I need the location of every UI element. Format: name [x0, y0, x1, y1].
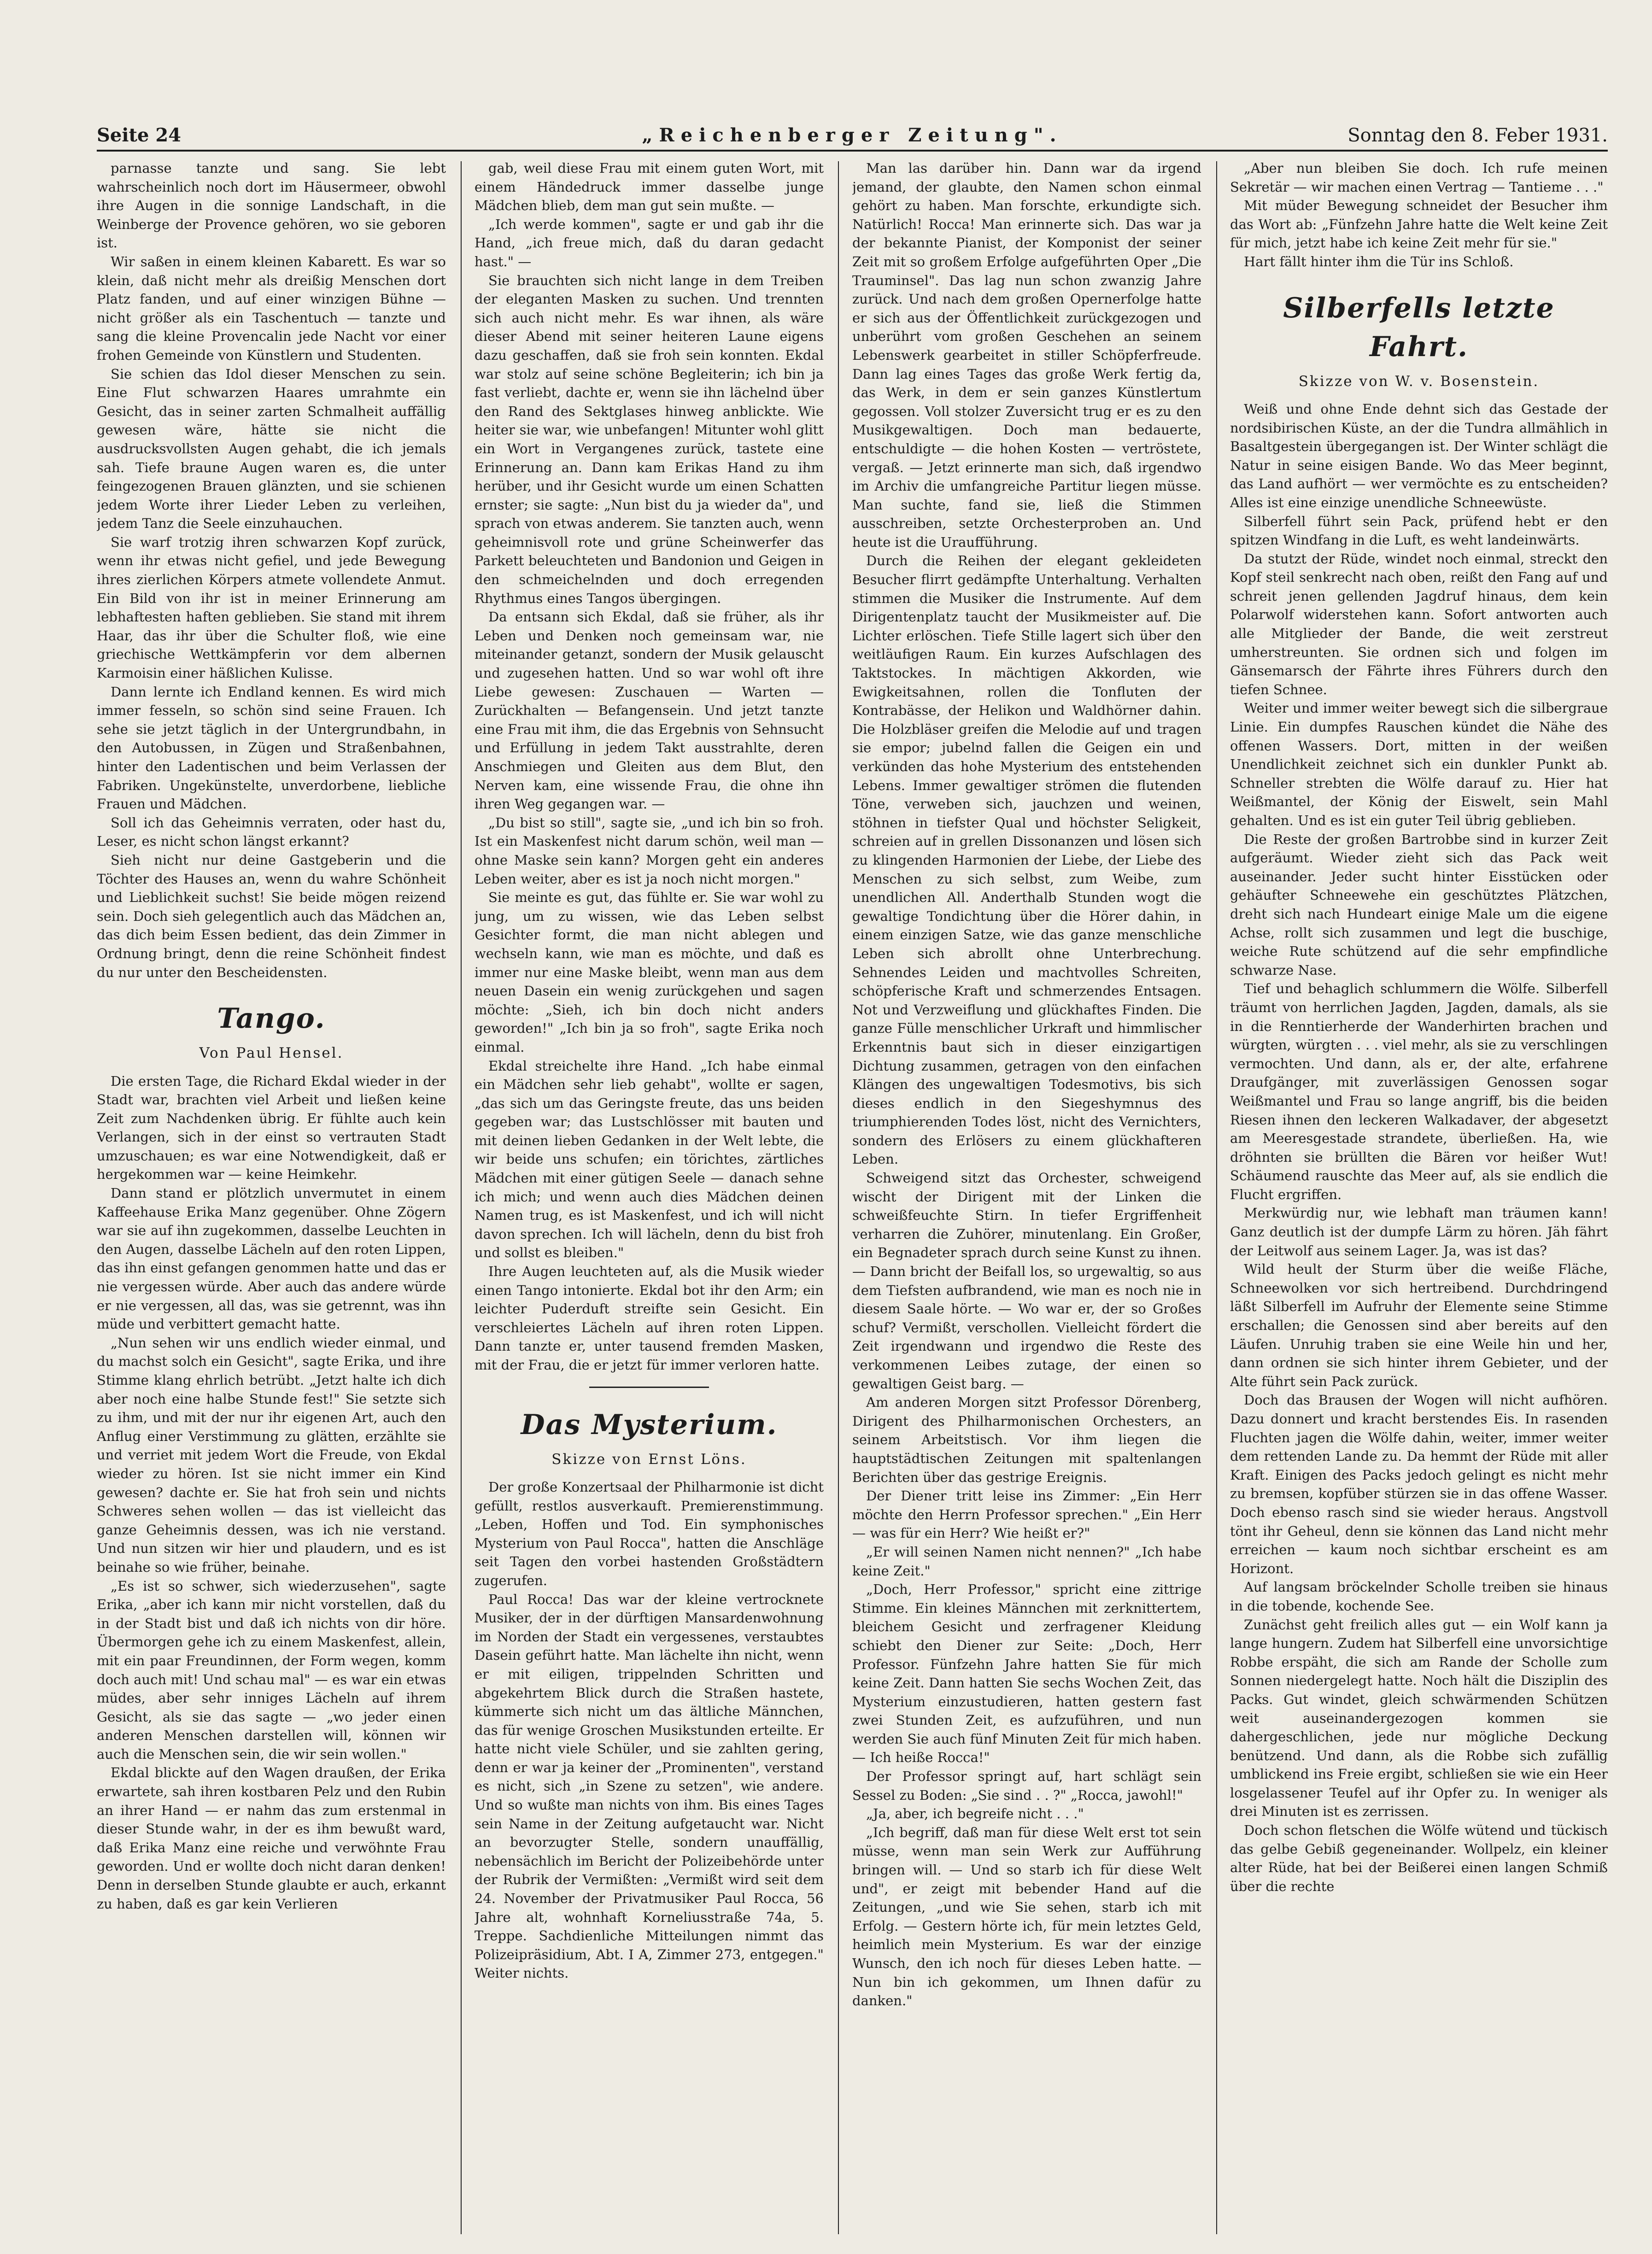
article-heading: Das Mysterium. — [521, 1408, 778, 1441]
paragraph: Wild heult der Sturm über die weiße Fläche, Schneewolken vor sich hertreibend. Durchdringend läßt Silberfell im Aufruhr der Elemente seine Stimme erschallen; die Genossen sind aber bereits auf den Läufen. Unruhig traben sie eine Weile hin und her, dann ordnen sie sich hinter ihrem Gebieter, und der Alte führt sein Pack zurück. — [1230, 1261, 1608, 1389]
article-separator — [589, 1387, 709, 1388]
column-4 — [1230, 159, 1608, 2241]
paragraph: gab, weil diese Frau mit einem guten Wort, mit einem Händedruck immer dasselbe junge Mädchen blieb, dem man gut sein mußte. — — [475, 160, 824, 214]
paragraph: Soll ich das Geheimnis verraten, oder hast du, Leser, es nicht schon längst erkannt? — [97, 814, 446, 849]
page-header — [97, 117, 1608, 152]
paragraph: Dann stand er plötzlich unvermutet in einem Kaffeehause Erika Manz gegenüber. Ohne Zögern war sie auf ihn zugekommen, dasselbe Leuchten in den Augen, dasselbe Lächeln auf den roten Lippen, das ihn einst gefangen genommen hatte und das er nie vergessen würde. Aber auch das andere würde er nie vergessen, all das, was sie getrennt, was ihn müde und verbittert gemacht hatte. — [97, 1185, 446, 1332]
paragraph: „Ich begriff, daß man für diese Welt erst tot sein müsse, wenn man sein Werk zur Aufführung bringen will. — Und so starb ich für diese Welt und", er zeigt mit bebender Hand auf die Zeitungen, „und wie Sie sehen, starb ich mit Erfolg. — Gestern hörte ich, für mein letztes Geld, heimlich mein Mysterium. Es war der einzige Wunsch, den ich noch für dieses Leben hatte. — Nun bin ich gekommen, um Ihnen dafür zu danken." — [852, 1824, 1201, 2009]
paragraph: Doch das Brausen der Wogen will nicht aufhören. Dazu donnert und kracht berstendes Eis. In rasenden Fluchten jagen die Wölfe dahin, weiter, immer weiter dem rettenden Lande zu. Da hemmt der Rüde mit aller Kraft. Einigen des Packs jedoch gelingt es nicht mehr zu bremsen, kopfüber stürzen sie in das offene Wasser. Doch ebenso rasch sind sie wieder heraus. Angstvoll tönt ihr Geheul, denn sie können das Land nicht mehr erreichen — kaum noch sichtbar erscheint es am Horizont. — [1230, 1392, 1608, 1576]
paragraph: Tief und behaglich schlummern die Wölfe. Silberfell träumt von herrlichen Jagden, Jagden, damals, als sie in die Renntierherde der Wanderhirten brachen und würgten, würgten . . . viel mehr, als sie zu verschlingen vermochten. Und dann, als er, der alte, erfahrene Draufgänger, mit zuverlässigen Genossen sogar Weißmantel und Frau so lange angriff, bis die beiden Riesen ihnen den leckeren Walkadaver, der abgesetzt am Meeresgestade strandete, überließen. Ha, wie dröhnten sie brüllten die Bären vor heißer Wut! Schäumend rauschte das Meer auf, als sie endlich die Flucht ergriffen. — [1230, 981, 1608, 1202]
issue-date: Sonntag den 8. Feber 1931. — [1347, 125, 1608, 146]
paragraph: Da stutzt der Rüde, windet noch einmal, streckt den Kopf steil senkrecht nach oben, reißt den Fang auf und schreit jenen gellenden Jagdruf hinaus, dem kein Polarwolf widerstehen kann. Sofort antworten auch alle Mitglieder der Bande, die weit zerstreut umherstreunten. Sie ordnen sich und folgen im Gänsemarsch der Fährte ihres Führers durch den tiefen Schnee. — [1230, 550, 1608, 697]
paragraph: Die ersten Tage, die Richard Ekdal wieder in der Stadt war, brachten viel Arbeit und ließen keine Zeit zum Nachdenken übrig. Er fühlte auch kein Verlangen, sich in der einst so vertrauten Stadt umzuschauen; es war eine Notwendigkeit, daß er hergekommen war — keine Heimkehr. — [97, 1073, 446, 1183]
page-number: Seite 24 — [97, 124, 182, 146]
paragraph: Schweigend sitzt das Orchester, schweigend wischt der Dirigent mit der Linken die schweißfeuchte Stirn. In tiefer Ergriffenheit verharren die Zuhörer, minutenlang. Ein Großer, ein Begnadeter sprach durch seine Kunst zu ihnen. — Dann bricht der Beifall los, so urgewaltig, so aus dem Tiefsten aufbrandend, wie man es noch nie in diesem Saale hörte. — Wo war er, der so Großes schuf? Vermißt, verschollen. Vielleicht fördert die Zeit irgendwann und irgendwo die Reste des verkommenen Leibes zutage, der einen so gewaltigen Geist barg. — — [852, 1170, 1201, 1392]
paragraph: Weiter und immer weiter bewegt sich die silbergraue Linie. Ein dumpfes Rauschen kündet die Nähe des offenen Wassers. Dort, mitten in der weißen Unendlichkeit zeichnet sich ein dunkler Punkt ab. Schneller strebten die Wölfe darauf zu. Hier hat Weißmantel, der König der Eiswelt, sein Mahl gehalten. Und es ist ein guter Teil übrig geblieben. — [1230, 700, 1608, 829]
paragraph: Silberfell führt sein Pack, prüfend hebt er den spitzen Windfang in die Luft, es weht landeinwärts. — [1230, 513, 1608, 548]
paragraph: Weiß und ohne Ende dehnt sich das Gestade der nordsibirischen Küste, an der die Tundra allmählich in Basaltgestein übergegangen ist. Der Winter schlägt die Natur in seine eisigen Bande. Wo das Meer beginnt, das Land aufhört — wer vermöchte es zu entscheiden? Alles ist eine einzige unendliche Schneewüste. — [1230, 401, 1608, 510]
paragraph: Am anderen Morgen sitzt Professor Dörenberg, Dirigent des Philharmonischen Orchesters, an seinem Arbeitstisch. Vor ihm liegen die hauptstädtischen Zeitungen mit spaltenlangen Berichten über das gestrige Ereignis. — [852, 1394, 1201, 1485]
paragraph: Durch die Reihen der elegant gekleideten Besucher flirrt gedämpfte Unterhaltung. Verhalten stimmen die Musiker die Instrumente. Auf dem Dirigentenplatz taucht der Musikmeister auf. Die Lichter erlöschen. Tiefe Stille lagert sich über den weitläufigen Raum. Ein kurzes Aufschlagen des Taktstockes. In mächtigen Akkorden, wie Ewigkeitsahnen, rollen die Tonfluten der Kontrabässe, der Helikon und Waldhörner dahin. Die Holzbläser greifen die Melodie auf und tragen sie empor; jubelnd fallen die Geigen ein und verkünden das hohe Mysterium des entstehenden Lebens. Immer gewaltiger strömen die flutenden Töne, verweben sich, jauchzen und weinen, stöhnen in tiefster Qual und höchster Seligkeit, schreien auf in grellen Dissonanzen und lösen sich zu klingenden Harmonien der Liebe, der Liebe des Menschen zu sich selbst, zum Weibe, zum unendlichen All. Anderthalb Stunden wogt die gewaltige Tondichtung über die Hörer dahin, in einem einzigen Satze, wie das ganze menschliche Leben sich abrollt ohne Unterbrechung. Sehnendes Leiden und machtvolles Schreiten, schöpferische Kraft und schmerzendes Entsagen. Not und Verzweiflung und glückhaftes Finden. Die ganze Fülle menschlicher Urkraft und himmlischer Erkenntnis baut sich in dieser einzigartigen Dichtung zusammen, getragen von den einfachen Klängen des ungewaltigen Todesmotivs, bis sich dieses endlich in den Siegeshymnus des triumphierenden Todes löst, nicht des Vernichters, sondern des Erlösers zu einem glückhafteren Leben. — [852, 553, 1201, 1167]
paragraph: Sieh nicht nur deine Gastgeberin und die Töchter des Hauses an, wenn du wahre Schönheit und Lieblichkeit suchst! Sie beide mögen reizend sein. Doch sieh gelegentlich auch das Mädchen an, das dich beim Essen bedient, das dein Zimmer in Ordnung bringt, denn die reine Schönheit findest du nur unter den Bescheidensten. — [97, 852, 446, 980]
paragraph: „Du bist so still", sagte sie, „und ich bin so froh. Ist ein Maskenfest nicht darum schön, weil man — ohne Maske sein kann? Morgen geht ein anderes Leben weiter, aber es ist ja noch nicht morgen." — [475, 814, 824, 887]
paragraph: Zunächst geht freilich alles gut — ein Wolf kann ja lange hungern. Zudem hat Silberfell eine unvorsichtige Robbe erspäht, die sich am Rande der Scholle zum Sonnen niedergelegt hatte. Noch hält die Disziplin des Packs. Gut windet, gleich schwärmenden Schützen weit auseinandergezogen kommen sie dahergeschlichen, jede nur mögliche Deckung benützend. Und dann, als die Robbe sich zufällig umblickend ins Freie ergibt, schließen sie wie ein Heer losgelassener Teufel auf ihr Opfer zu. In weniger als drei Minuten ist es zerrissen. — [1230, 1616, 1608, 1820]
paragraph: Der Diener tritt leise ins Zimmer: „Ein Herr möchte den Herrn Professor sprechen." „Ein Herr — was für ein Herr? Wie heißt er?" — [852, 1488, 1201, 1541]
paragraph: Ekdal streichelte ihre Hand. „Ich habe einmal ein Mädchen sehr lieb gehabt", wollte er sagen, „das sich um das Geringste freute, das uns beiden gegeben war; das Lustschlösser mit bauten und mit deinen lieben Gedanken in der Welt lebte, die wir beide uns schufen; ein törichtes, zärtliches Mädchen mit einer gütigen Seele — danach sehne ich mich; und wenn auch dies Mädchen deinen Namen trug, es ist Maskenfest, und ich will nicht davon sprechen. Ich will lächeln, denn du bist froh und sollst es bleiben." — [475, 1058, 824, 1261]
paragraph: Sie warf trotzig ihren schwarzen Kopf zurück, wenn ihr etwas nicht gefiel, und jede Bewegung ihres zierlichen Körpers atmete vollendete Anmut. Ein Bild von ihr ist in meiner Erinnerung am lebhaftesten haften geblieben. Sie stand mit ihrem Haar, das ihr über die Schulter floß, wie eine griechische Wettkämpferin vor dem albernen Karmoisin einer häßlichen Kulisse. — [97, 534, 446, 681]
paragraph: Man las darüber hin. Dann war da irgend jemand, der glaubte, den Namen schon einmal gehört zu haben. Man forschte, erkundigte sich. Natürlich! Rocca! Man erinnerte sich. Das war ja der bekannte Pianist, der Komponist der seiner Zeit mit so großem Erfolge aufgeführten Oper „Die Trauminsel". Das lag nun schon zwanzig Jahre zurück. Und nach dem großen Opernerfolge hatte er sich aus der Öffentlichkeit zurückgezogen und unberührt vom großen Geschehen an seinem Lebenswerk gearbeitet in stiller Schöpferfreude. Dann lag eines Tages das große Werk fertig da, das Werk, in dem er sein ganzes Künstlertum gegossen. Voll stolzer Zuversicht trug er es zu den Musikgewaltigen. Doch man bedauerte, entschuldigte — die hohen Kosten — vertröstete, vergaß. — Jetzt erinnerte man sich, daß irgendwo im Archiv die umfangreiche Partitur liegen müsse. Man suchte, fand sie, ließ die Stimmen ausschreiben, setzte Orchesterproben an. Und heute ist die Uraufführung. — [852, 160, 1201, 550]
paragraph: Sie meinte es gut, das fühlte er. Sie war wohl zu jung, um zu wissen, wie das Leben selbst Gesichter formt, die man nicht ablegen und wechseln kann, wie man es möchte, und daß es immer nur eine Maske bleibt, wenn man aus dem neuen Dasein ein wenig zurückgehen und sagen möchte: „Sieh, ich bin doch nicht anders geworden!" „Ich bin ja so froh", sagte Erika noch einmal. — [475, 890, 824, 1055]
column-1 — [97, 159, 446, 2241]
article-heading: Tango. — [217, 1002, 326, 1035]
article-byline: Von Paul Hensel. — [199, 1045, 344, 1062]
column-rule — [461, 161, 462, 2234]
paragraph: „Doch, Herr Professor," spricht eine zittrige Stimme. Ein kleines Männchen mit zerknittertem, bleichem Gesicht und zerfragener Kleidung schiebt den Diener zur Seite: „Doch, Herr Professor. Fünfzehn Jahre hatten Sie für mich keine Zeit. Dann hatten Sie sechs Wochen Zeit, das Mysterium einzustudieren, hatten gestern fast zwei Stunden Zeit, es aufzuführen, und nun werden Sie auch fünf Minuten Zeit für mich haben. — Ich heiße Rocca!" — [852, 1581, 1201, 1766]
paragraph: Mit müder Bewegung schneidet der Besucher ihm das Wort ab: „Fünfzehn Jahre hatte die Welt keine Zeit für mich, jetzt habe ich keine Zeit mehr für sie." — [1230, 198, 1608, 251]
paragraph: „Ja, aber, ich begreife nicht . . ." — [866, 1806, 1084, 1822]
paragraph: „Es ist so schwer, sich wiederzusehen", sagte Erika, „aber ich kann mir nicht vorstellen, daß du in der Stadt bist und daß ich nichts von dir höre. Übermorgen gehe ich zu einem Maskenfest, allein, mit ein paar Freundinnen, der Form wegen, komm doch auch mit! Und schau mal" — es war ein etwas müdes, aber sehr inniges Lächeln auf ihrem Gesicht, als sie das sagte — „wo jeder einen anderen Menschen darstellen will, können wir auch die Menschen sein, die wir sein wollen." — [97, 1578, 446, 1762]
paragraph: Merkwürdig nur, wie lebhaft man träumen kann! Ganz deutlich ist der dumpfe Lärm zu hören. Jäh fährt der Leitwolf aus seinem Lager. Ja, was ist das? — [1230, 1205, 1608, 1259]
paragraph: „Er will seinen Namen nicht nennen?" „Ich habe keine Zeit." — [852, 1544, 1201, 1579]
paragraph: Ekdal blickte auf den Wagen draußen, der Erika erwartete, sah ihren kostbaren Pelz und den Rubin an ihrer Hand — er nahm das zum erstenmal in dieser Stunde wahr, in der es ihm bewußt ward, daß Erika Manz eine reiche und verwöhnte Frau geworden. Und er wollte doch nicht daran denken! Denn in derselben Stunde glaubte er auch, erkannt zu haben, daß es gar kein Verlieren — [97, 1765, 446, 1912]
paragraph: Sie brauchten sich nicht lange in dem Treiben der eleganten Masken zu suchen. Und trennten sich auch nicht mehr. Es war ihnen, als wäre dieser Abend mit seiner heiteren Laune eigens dazu geschaffen, daß sie froh sein konnten. Ekdal war stolz auf seine schöne Begleiterin; ich bin ja fast verliebt, dachte er, wenn sie ihn lächelnd über den Rand des Sektglases hinweg anblickte. Wie heiter sie war, wie unbefangen! Mitunter wohl glitt ein Wort in Vergangenes zurück, tastete eine Erinnerung an. Dann kam Erikas Hand zu ihm herüber, und ihr Gesicht wurde um einen Schatten ernster; sie sagte: „Nun bist du ja wieder da", und sprach von etwas anderem. Sie tanzten auch, wenn geheimnisvoll rote und grüne Scheinwerfer das Parkett beleuchteten und Bandonion und Geigen in den schmeichelnden und doch erregenden Rhythmus eines Tangos übergingen. — [475, 272, 824, 606]
paragraph: parnasse tanzte und sang. Sie lebt wahrscheinlich noch dort im Häusermeer, obwohl ihre Augen in die sonnige Landschaft, in die Weinberge der Provence gehören, wo sie geboren ist. — [97, 160, 446, 251]
paragraph: „Aber nun bleiben Sie doch. Ich rufe meinen Sekretär — wir machen einen Vertrag — Tantieme . . ." — [1230, 160, 1608, 195]
column-rule — [1216, 161, 1217, 2234]
paragraph: Die Reste der großen Bartrobbe sind in kurzer Zeit aufgeräumt. Wieder zieht sich das Pack weit auseinander. Jeder sucht hinter Eisstücken oder gehäufter Schneewehe ein geschütztes Plätzchen, dreht sich nach Hundeart einige Male um die eigene Achse, rollt sich zusammen und legt die buschige, weiche Rute schützend auf die sehr empfindliche schwarze Nase. — [1230, 831, 1608, 978]
paragraph: Auf langsam bröckelnder Scholle treiben sie hinaus in die tobende, kochende See. — [1230, 1579, 1608, 1614]
paragraph: „Nun sehen wir uns endlich wieder einmal, und du machst solch ein Gesicht", sagte Erika, und ihre Stimme klang ehrlich betrübt. „Jetzt halte ich dich aber noch eine halbe Stunde fest!" Sie setzte sich zu ihm, und mit der nur ihr eigenen Art, auch den Anflug einer Verstimmung zu glätten, erzählte sie und verriet mit jedem Wort die Freude, von Ekdal wieder zu hören. Ist sie nicht immer ein Kind gewesen? dachte er. Sie hat froh sein und nichts Schweres sehen wollen — das ist vielleicht das ganze Geheimnis dessen, was ich nie verstand. Und nun sitzen wir hier und plaudern, und es ist beinahe so wie früher, beinahe. — [97, 1335, 446, 1575]
article-byline: Skizze von Ernst Löns. — [551, 1451, 747, 1468]
column-3 — [852, 159, 1201, 2241]
paragraph: Paul Rocca! Das war der kleine vertrocknete Musiker, der in der dürftigen Mansardenwohnung im Norden der Stadt ein vergessenes, verstaubtes Dasein geführt hatte. Man lächelte ihn nicht, wenn er mit eiligen, trippelnden Schritten und abgekehrtem Blick durch die Straßen hastete, kümmerte sich nicht um das ältliche Männchen, das für wenige Groschen Musikstunden erteilte. Er hatte nicht viele Schüler, und sie zahlten gering, denn er war ja keiner der „Prominenten", verstand es nicht, sich „in Szene zu setzen", wie andere. Und so wußte man nichts von ihm. Bis eines Tages sein Name in der Zeitung aufgetaucht war. Nicht an bevorzugter Stelle, sondern unauffällig, nebensächlich im Bericht der Polizeibehörde unter der Rubrik der Vermißten: „Vermißt wird seit dem 24. November der Privatmusiker Paul Rocca, 56 Jahre alt, wohnhaft Korneliusstraße 74a, 5. Treppe. Sachdienliche Mitteilungen nimmt das Polizeipräsidium, Abt. I A, Zimmer 273, entgegen." Weiter nichts. — [475, 1591, 824, 1981]
paragraph: Ihre Augen leuchteten auf, als die Musik wieder einen Tango intonierte. Ekdal bot ihr den Arm; ein leichter Puderduft streifte sein Gesicht. Ein verschleiertes Lächeln auf ihren roten Lippen. Dann tanzte er, unter tausend fremden Masken, mit der Frau, die er jetzt für immer verloren hatte. — [475, 1264, 824, 1373]
paragraph: Der große Konzertsaal der Philharmonie ist dicht gefüllt, restlos ausverkauft. Premierenstimmung. „Leben, Hoffen und Tod. Ein symphonisches Mysterium von Paul Rocca", hatten die Anschläge seit Tagen den vorbei hastenden Großstädtern zugerufen. — [475, 1479, 824, 1588]
paragraph: Der Professor springt auf, hart schlägt sein Sessel zu Boden: „Sie sind . . ?" „Rocca, jawohl!" — [852, 1768, 1201, 1803]
paragraph: Hart fällt hinter ihm die Tür ins Schloß. — [1244, 253, 1514, 269]
column-rule — [838, 161, 839, 2234]
paragraph: Da entsann sich Ekdal, daß sie früher, als ihr Leben und Denken noch gemeinsam war, nie miteinander getanzt, sondern der Musik gelauscht und zugesehen hatten. Und so war wohl oft ihre Liebe gewesen: Zuschauen — Warten — Zurückhalten — Befangensein. Und jetzt tanzte eine Frau mit ihm, die das Ergebnis von Sehnsucht und Erfüllung in jedem Takt ausstrahlte, deren Anschmiegen und Gleiten aus dem Blut, den Nerven kam, eine wissende Frau, die ohne ihn ihren Weg gegangen war. — — [475, 609, 824, 812]
paragraph: Sie schien das Idol dieser Menschen zu sein. Eine Flut schwarzen Haares umrahmte ein Gesicht, das in seiner zarten Schmalheit auffällig gewesen wäre, hätte sie nicht die ausdrucksvollsten Augen gehabt, die ich jemals sah. Tiefe braune Augen waren es, die unter feingezogenen Brauen glänzten, und sie schienen jedem Worte ihrer Lieder Leben zu verleihen, jedem Tanz die Seele einzuhauchen. — [97, 366, 446, 532]
paragraph: „Ich werde kommen", sagte er und gab ihr die Hand, „ich freue mich, daß du daran gedacht hast." — — [475, 216, 824, 269]
article-heading: Silberfells letzte Fahrt. — [1283, 292, 1555, 363]
newspaper-title: „Reichenberger Zeitung". — [642, 124, 1063, 146]
paragraph: Doch schon fletschen die Wölfe wütend und tückisch das gelbe Gebiß gegeneinander. Wollpelz, ein kleiner alter Rüde, hat bei der Beißerei einen langen Schmiß über die rechte — [1230, 1822, 1608, 1894]
article-byline: Skizze von W. v. Bosenstein. — [1298, 373, 1540, 390]
paragraph: Wir saßen in einem kleinen Kabarett. Es war so klein, daß nicht mehr als dreißig Menschen dort Platz fanden, und auf einer winzigen Bühne — nicht größer als ein Taschentuch — tanzte und sang die kleine Provencalin jede Nacht vor einer frohen Gemeinde von Künstlern und Studenten. — [97, 253, 446, 363]
column-2 — [475, 159, 824, 2241]
paragraph: Dann lernte ich Endland kennen. Es wird mich immer fesseln, so schön sind seine Frauen. Ich sehe sie jetzt täglich in der Untergrundbahn, in den Autobussen, in Zügen und Straßenbahnen, hinter den Ladentischen und beim Verlassen der Fabriken. Ungekünstelte, unverdorbene, liebliche Frauen und Mädchen. — [97, 684, 446, 812]
